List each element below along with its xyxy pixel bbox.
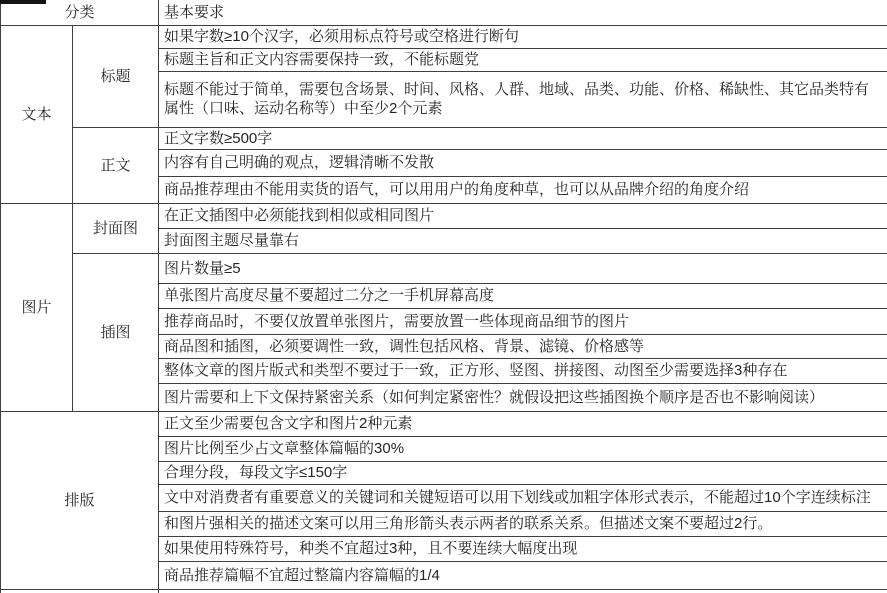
category-layout-cell: 排版	[1, 412, 159, 590]
category-text-cell: 文本	[1, 26, 73, 204]
top-left-crop-artifact	[0, 0, 46, 4]
subcategory-illustration-cell: 插图	[73, 254, 159, 412]
partial-requirement-cell	[159, 590, 887, 593]
requirement-cell: 整体文章的图片版式和类型不要过于一致，正方形、竖图、拼接图、动图至少需要选择3种存在	[159, 359, 887, 384]
requirement-cell: 合理分段，每段文字≤150字	[159, 462, 887, 485]
requirement-cell: 内容有自己明确的观点，逻辑清晰不发散	[159, 150, 887, 177]
requirement-cell: 标题主旨和正文内容需要保持一致，不能标题党	[159, 48, 887, 71]
subcategory-title-cell: 标题	[73, 26, 159, 128]
requirement-cell: 图片需要和上下文保持紧密关系（如何判定紧密性？就假设把这些插图换个顺序是否也不影响阅读）	[159, 384, 887, 412]
requirement-cell: 商品图和插图，必须要调性一致，调性包括风格、背景、滤镜、价格感等	[159, 335, 887, 359]
table-row	[1, 412, 887, 437]
category-image-cell: 图片	[1, 204, 73, 412]
requirement-cell: 如果字数≥10个汉字，必须用标点符号或空格进行断句	[159, 26, 887, 49]
table-row	[1, 204, 887, 229]
subcategory-cover-cell: 封面图	[73, 204, 159, 254]
table-row	[1, 127, 887, 150]
requirement-cell: 封面图主题尽量靠右	[159, 229, 887, 254]
header-requirement-cell: 基本要求	[159, 0, 887, 26]
requirement-cell: 正文字数≥500字	[159, 127, 887, 150]
partial-bottom-row	[1, 590, 887, 593]
requirement-cell: 推荐商品时，不要仅放置单张图片，需要放置一些体现商品细节的图片	[159, 309, 887, 335]
subcategory-body-cell: 正文	[73, 127, 159, 204]
requirement-cell: 正文至少需要包含文字和图片2种元素	[159, 412, 887, 437]
requirement-cell: 文中对消费者有重要意义的关键词和关键短语可以用下划线或加粗字体形式表示，不能超过10个字连续标注	[159, 485, 887, 512]
requirement-cell: 如果使用特殊符号，种类不宜超过3种，且不要连续大幅度出现	[159, 537, 887, 562]
requirement-cell: 图片数量≥5	[159, 254, 887, 284]
table-row	[1, 254, 887, 284]
table-header-row	[1, 0, 887, 26]
requirement-cell: 单张图片高度尽量不要超过二分之一手机屏幕高度	[159, 284, 887, 309]
header-category-cell: 分类	[1, 0, 159, 26]
table-row	[1, 26, 887, 49]
requirement-cell: 标题不能过于简单，需要包含场景、时间、风格、人群、地域、品类、功能、价格、稀缺性、其它品类特有属性（口味、运动名称等）中至少2个元素	[159, 71, 887, 127]
requirement-cell: 和图片强相关的描述文案可以用三角形箭头表示两者的联系关系。但描述文案不要超过2行。	[159, 512, 887, 537]
partial-category-cell	[1, 590, 159, 593]
requirement-cell: 商品推荐理由不能用卖货的语气，可以用用户的角度种草，也可以从品牌介绍的角度介绍	[159, 177, 887, 204]
requirement-cell: 在正文插图中必须能找到相似或相同图片	[159, 204, 887, 229]
requirement-cell: 商品推荐篇幅不宜超过整篇内容篇幅的1/4	[159, 562, 887, 590]
requirement-cell: 图片比例至少占文章整体篇幅的30%	[159, 437, 887, 462]
